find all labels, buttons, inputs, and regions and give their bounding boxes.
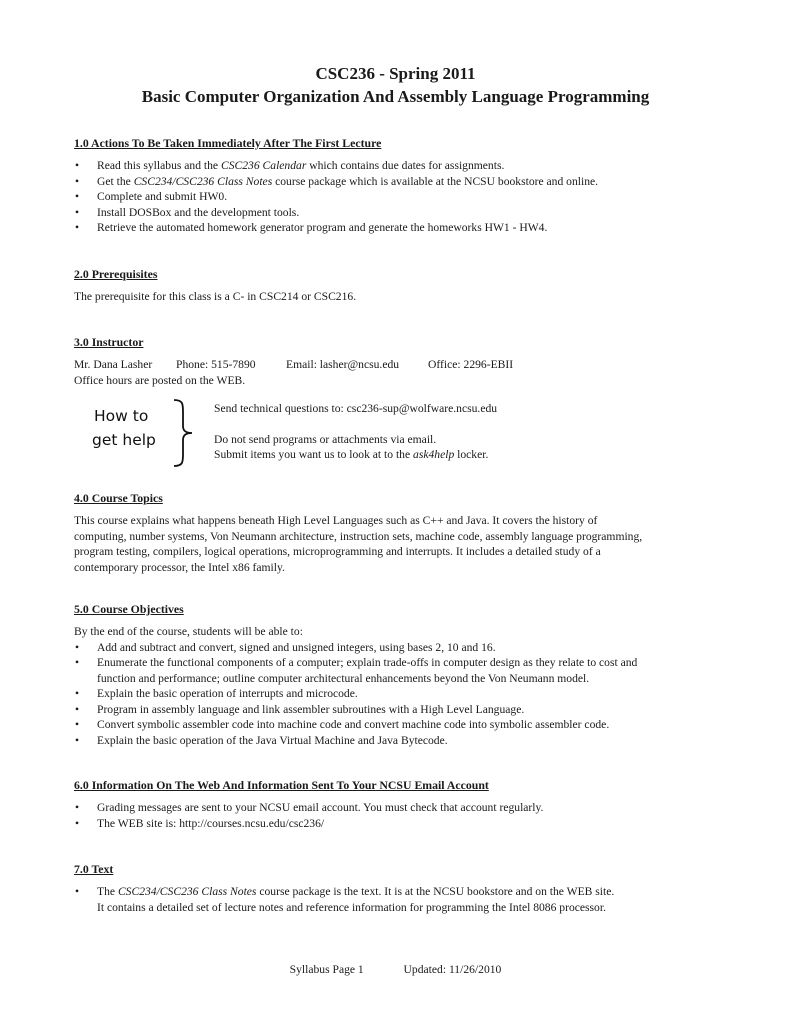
section-heading: 5.0 Course Objectives (74, 602, 184, 616)
topics-line: contemporary processor, the Intel x86 family. (74, 560, 285, 574)
topics-line: This course explains what happens beneath High Level Languages such as C++ and Java. It covers the history of (74, 514, 598, 527)
web-email-list (74, 800, 734, 831)
list-item: • Add and subtract and convert, signed and unsigned integers, using bases 2, 10 and 16. (74, 640, 754, 656)
instructor-name: Mr. Dana Lasher (74, 358, 153, 371)
help-line: Do not send programs or attachments via email. (214, 432, 437, 446)
prerequisite-text: The prerequisite for this class is a C- in CSC214 or CSC216. (74, 290, 357, 303)
list-item: • Explain the basic operation of the Java Virtual Machine and Java Bytecode. (74, 733, 754, 749)
list-item: • The WEB site is: http://courses.ncsu.edu/csc236/ (74, 816, 734, 832)
section-course-objectives (74, 602, 754, 748)
instructor-email: Email: lasher@ncsu.edu (286, 358, 400, 371)
updated-date: Updated: 11/26/2010 (403, 963, 502, 976)
section-web-email (74, 778, 734, 831)
course-subtitle: Basic Computer Organization And Assembly Language Programming (141, 87, 650, 106)
objectives-list (74, 640, 754, 749)
text-list (74, 884, 734, 915)
list-item: • Install DOSBox and the development tools. (74, 205, 734, 221)
list-item: • Enumerate the functional components of a computer; explain trade-offs in computer design as they relate to cost and function and performance; outline computer architectural enhancements beyond the Von Neumann model. (74, 655, 754, 686)
list-item: • Read this syllabus and the CSC236 Calendar which contains due dates for assignments. (74, 158, 734, 174)
help-line: Submit items you want us to look at to the ask4help locker. (214, 448, 489, 461)
section-heading: 4.0 Course Topics (74, 491, 163, 505)
objectives-intro: By the end of the course, students will be able to: (74, 625, 303, 638)
instructor-office: Office: 2296-EBII (428, 358, 514, 371)
section-actions (74, 136, 734, 236)
help-line: Send technical questions to: csc236-sup@wolfware.ncsu.edu (214, 402, 498, 415)
list-item: • Explain the basic operation of interrupts and microcode. (74, 686, 754, 702)
page-number: Syllabus Page 1 (289, 963, 364, 976)
instructor-phone: Phone: 515-7890 (176, 358, 256, 371)
section-heading: 3.0 Instructor (74, 335, 144, 349)
list-item: • Get the CSC234/CSC236 Class Notes course package which is available at the NCSU bookstore and online. (74, 174, 734, 190)
list-item: • Program in assembly language and link assembler subroutines with a High Level Language. (74, 702, 754, 718)
curly-brace-icon (170, 398, 198, 468)
page-footer (0, 963, 791, 976)
topics-line: program testing, compilers, logical operations, microprogramming and interrupts. It includes a detailed study of a (74, 545, 601, 558)
section-course-topics (74, 491, 754, 575)
help-instructions (214, 401, 714, 463)
list-item: • Convert symbolic assembler code into machine code and convert machine code into symbolic assembler code. (74, 717, 754, 733)
section-heading: 2.0 Prerequisites (74, 267, 158, 281)
section-prerequisites (74, 267, 734, 305)
instructor-contact (74, 357, 734, 373)
course-title: CSC236 - Spring 2011 (315, 64, 476, 83)
section-heading: 1.0 Actions To Be Taken Immediately After The First Lecture (74, 136, 382, 150)
topics-line: computing, number systems, Von Neumann architecture, instruction sets, machine code, assembly language programming, (74, 529, 643, 543)
list-item: • Retrieve the automated homework generator program and generate the homeworks HW1 - HW4. (74, 220, 734, 236)
actions-list (74, 158, 734, 236)
list-item: • The CSC234/CSC236 Class Notes course package is the text. It is at the NCSU bookstore and on the WEB site. It contains a detailed set of lecture notes and reference information for programming the Intel 8086 processor. (74, 884, 734, 915)
section-instructor (74, 335, 734, 388)
list-item: • Grading messages are sent to your NCSU email account. You must check that account regularly. (74, 800, 734, 816)
handwritten-note: How to (94, 407, 149, 425)
section-text (74, 862, 734, 915)
office-hours: Office hours are posted on the WEB. (74, 373, 246, 387)
list-item: • Complete and submit HW0. (74, 189, 734, 205)
handwritten-note: get help (92, 431, 156, 449)
section-heading: 7.0 Text (74, 862, 114, 876)
section-heading: 6.0 Information On The Web And Information Sent To Your NCSU Email Account (74, 778, 489, 792)
